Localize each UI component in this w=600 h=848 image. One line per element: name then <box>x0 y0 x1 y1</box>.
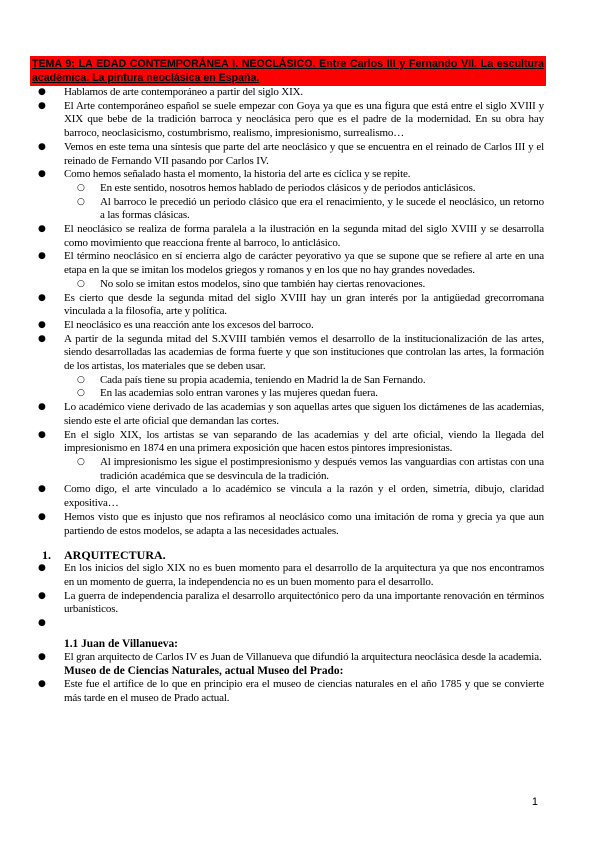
list-item: ● Vemos en este tema una síntesis que parte del arte neoclásico y que se encuentra en el reinado de Carlos III y el reinado de Fernando VII pasando por Carlos IV. <box>36 141 544 168</box>
subsection-heading-villanueva: 1.1 Juan de Villanueva: <box>64 637 178 650</box>
list-item: ○ En las academias solo entran varones y las mujeres quedan fuera. <box>36 387 544 401</box>
subsubsection-list <box>36 678 544 705</box>
list-item: ○ Cada país tiene su propia academia, teniendo en Madrid la de San Fernando. <box>36 374 544 388</box>
section1-list <box>36 562 544 631</box>
list-item: ● El término neoclásico en sí encierra algo de carácter peyorativo ya que se supone que se refiere al arte en una etapa en la que se imitan los modelos griegos y romanos y en los que no hay grandes novedades. <box>36 250 544 277</box>
topic-title: TEMA 9: LA EDAD CONTEMPORÁNEA I. NEOCLÁSICO. Entre Carlos III y Fernando VII. La escultura académica. La pintura neoclásica en España. <box>32 58 544 84</box>
document-page <box>32 56 544 706</box>
list-item: ● La guerra de independencia paraliza el desarrollo arquitectónico pero da una importante renovación en términos urbanísticos. <box>36 590 544 617</box>
list-item <box>36 617 544 631</box>
list-item: ● El neoclásico es una reacción ante los excesos del barroco. <box>36 319 544 333</box>
list-item: ● En el siglo XIX, los artistas se van separando de las academias y del arte oficial, viendo la llegada del impresionismo en 1874 en una primera exposición que hacen estos pintores impresionistas. <box>36 429 544 456</box>
subsection-list <box>36 651 544 665</box>
list-item: ● Hablamos de arte contemporáneo a partir del siglo XIX. <box>36 86 544 100</box>
section-heading-text: ARQUITECTURA. <box>64 548 166 563</box>
list-item: ● En los inicios del siglo XIX no es buen momento para el desarrollo de la arquitectura ya que nos encontramos en un momento de guerra, la independencia no es un buen momento para el desarrollo. <box>36 562 544 589</box>
section-heading-arquitectura <box>36 548 544 562</box>
list-item: ● A partir de la segunda mitad del S.XVIII también vemos el desarrollo de la institucionalización de las artes, siendo desarrolladas las academias de forma fuerte y que son instituciones que controlan las artes, la formación de los artistas, los materiales que se deben usar. <box>36 333 544 374</box>
list-item: ● Como digo, el arte vinculado a lo académico se vincula a la razón y el orden, simetría, dibujo, claridad expositiva… <box>36 483 544 510</box>
section-number: 1. <box>42 548 51 563</box>
page-number: 1 <box>531 796 538 808</box>
subsubsection-heading-museo: Museo de de Ciencias Naturales, actual Museo del Prado: <box>64 665 344 678</box>
list-item: ○ En este sentido, nosotros hemos hablado de periodos clásicos y de periodos anticlásicos. <box>36 182 544 196</box>
list-item: ● Como hemos señalado hasta el momento, la historia del arte es cíclica y se repite. <box>36 168 544 182</box>
list-item: ● Este fue el artífice de lo que en principio era el museo de ciencias naturales en el año 1785 y que se convierte más tarde en el museo de Prado actual. <box>36 678 544 705</box>
list-item: ● El neoclásico se realiza de forma paralela a la ilustración en la segunda mitad del siglo XVIII y se desarrolla como movimiento que reacciona frente al barroco, lo anticlásico. <box>36 223 544 250</box>
list-item: ● Hemos visto que es injusto que nos refiramos al neoclásico como una imitación de roma y grecia ya que aun partiendo de estos modelos, se adapta a las necesidades actuales. <box>36 511 544 538</box>
intro-list <box>36 86 544 538</box>
list-item: ○ Al barroco le precedió un periodo clásico que era el renacimiento, y le sucede el neoclásico, un retorno a las formas clásicas. <box>36 196 544 223</box>
list-item: ○ Al impresionismo les sigue el postimpresionismo y después vemos las vanguardias con artistas con una tradición académica que se desvincula de la tradición. <box>36 456 544 483</box>
list-item: ● El Arte contemporáneo español se suele empezar con Goya ya que es una figura que está entre el siglo XVIII y XIX que bebe de la tradición barroca y neoclásica pero que es el padre de la modernidad. En su obra hay barroco, neoclasicismo, costumbrismo, realismo, impresionismo, surrealismo… <box>36 100 544 141</box>
list-item: ● El gran arquitecto de Carlos IV es Juan de Villanueva que difundió la arquitectura neoclásica desde la academia. <box>36 651 544 665</box>
list-item: ● Lo académico viene derivado de las academias y son aquellas artes que siguen los dictámenes de las academias, siendo este el arte oficial que demandan las cortes. <box>36 401 544 428</box>
list-item: ○ No solo se imitan estos modelos, sino que también hay ciertas renovaciones. <box>36 278 544 292</box>
list-item: ● Es cierto que desde la segunda mitad del siglo XVIII hay un gran interés por la antigüedad grecorromana vinculada a la filosofía, arte y política. <box>36 292 544 319</box>
